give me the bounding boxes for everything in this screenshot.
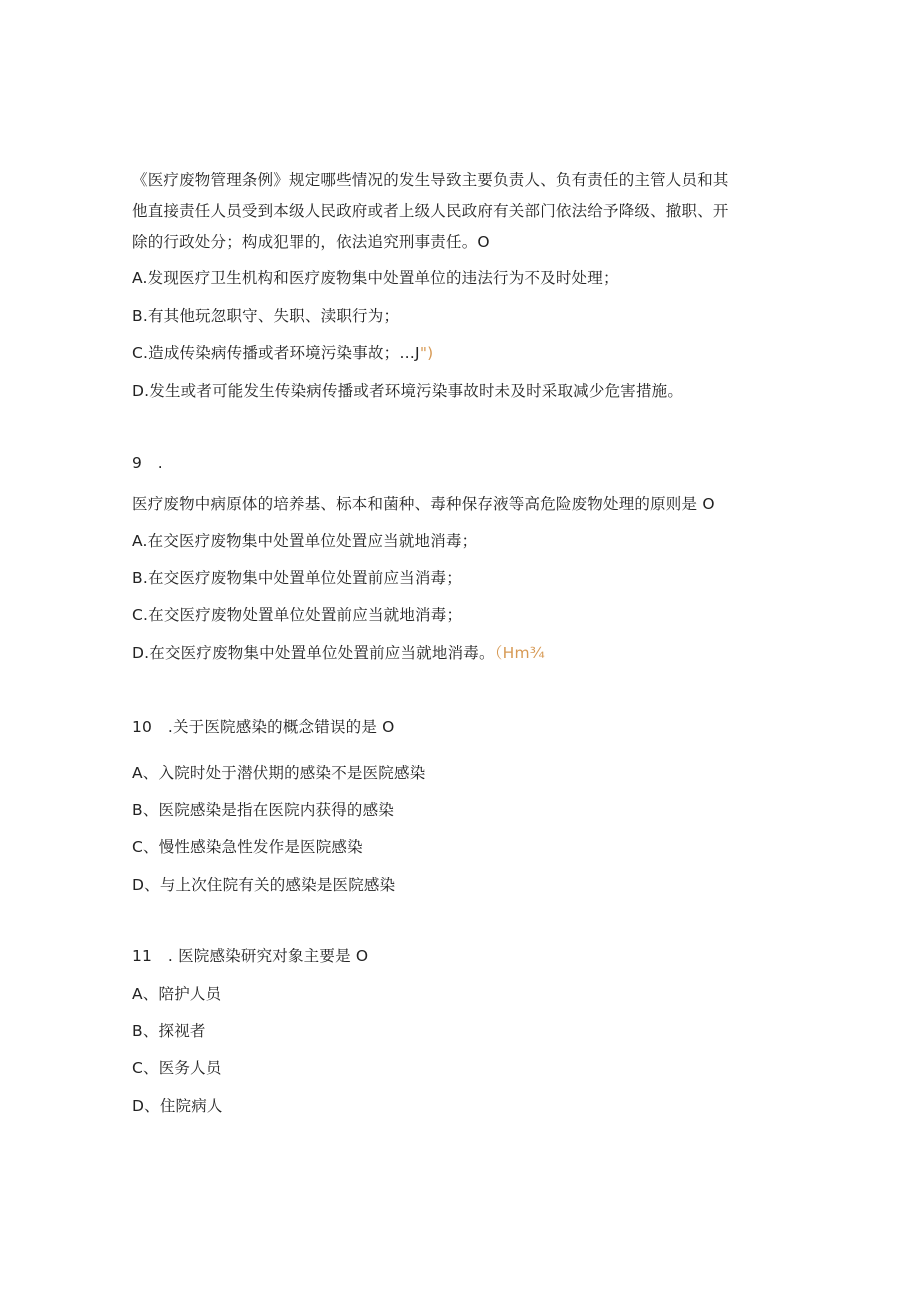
q8-stem-line-3: 除的行政处分；构成犯罪的，依法追究刑事责任。O [132, 233, 490, 251]
q8-stem-line-2: 他直接责任人员受到本级人民政府或者上级人民政府有关部门依法给予降级、撤职、开 [132, 202, 729, 220]
q8-option-c-text: C.造成传染病传播或者环境污染事故；…J [132, 344, 420, 362]
q11-stem: 11 . 医院感染研究对象主要是 O [132, 947, 369, 965]
q8-option-d: D.发生或者可能发生传染病传播或者环境污染事故时未及时采取减少危害措施。 [132, 382, 684, 400]
q9-option-a: A.在交医疗废物集中处置单位处置应当就地消毒； [132, 532, 478, 550]
q10-stem: 10 .关于医院感染的概念错误的是 O [132, 718, 395, 736]
q11-option-b: B、探视者 [132, 1022, 206, 1040]
q9-stem: 医疗废物中病原体的培养基、标本和菌种、毒种保存液等高危险废物处理的原则是 O [132, 495, 715, 513]
q11-option-c: C、医务人员 [132, 1059, 222, 1077]
q10-option-d: D、与上次住院有关的感染是医院感染 [132, 876, 396, 894]
q9-option-b: B.在交医疗废物集中处置单位处置前应当消毒； [132, 569, 462, 587]
q8-stem-line-1: 《医疗废物管理条例》规定哪些情况的发生导致主要负责人、负有责任的主管人员和其 [132, 171, 729, 189]
q11-option-a: A、陪护人员 [132, 985, 222, 1003]
q8-option-b: B.有其他玩忽职守、失职、渎职行为； [132, 307, 400, 325]
q9-option-d [132, 643, 545, 663]
q9-option-c: C.在交医疗废物处置单位处置前应当就地消毒； [132, 606, 463, 624]
q9-option-d-text: D.在交医疗废物集中处置单位处置前应当就地消毒。 [132, 644, 495, 662]
q8-option-c [132, 343, 433, 363]
q8-option-c-mark: ") [419, 344, 434, 362]
q10-option-b: B、医院感染是指在医院内获得的感染 [132, 801, 395, 819]
q8-option-a: A.发现医疗卫生机构和医疗废物集中处置单位的违法行为不及时处理； [132, 269, 619, 287]
q10-option-c: C、慢性感染急性发作是医院感染 [132, 838, 363, 856]
q11-option-d: D、住院病人 [132, 1097, 223, 1115]
q9-option-d-mark: （Hm¾ [494, 644, 545, 662]
q9-number: 9 . [132, 454, 163, 472]
q10-option-a: A、入院时处于潜伏期的感染不是医院感染 [132, 764, 426, 782]
